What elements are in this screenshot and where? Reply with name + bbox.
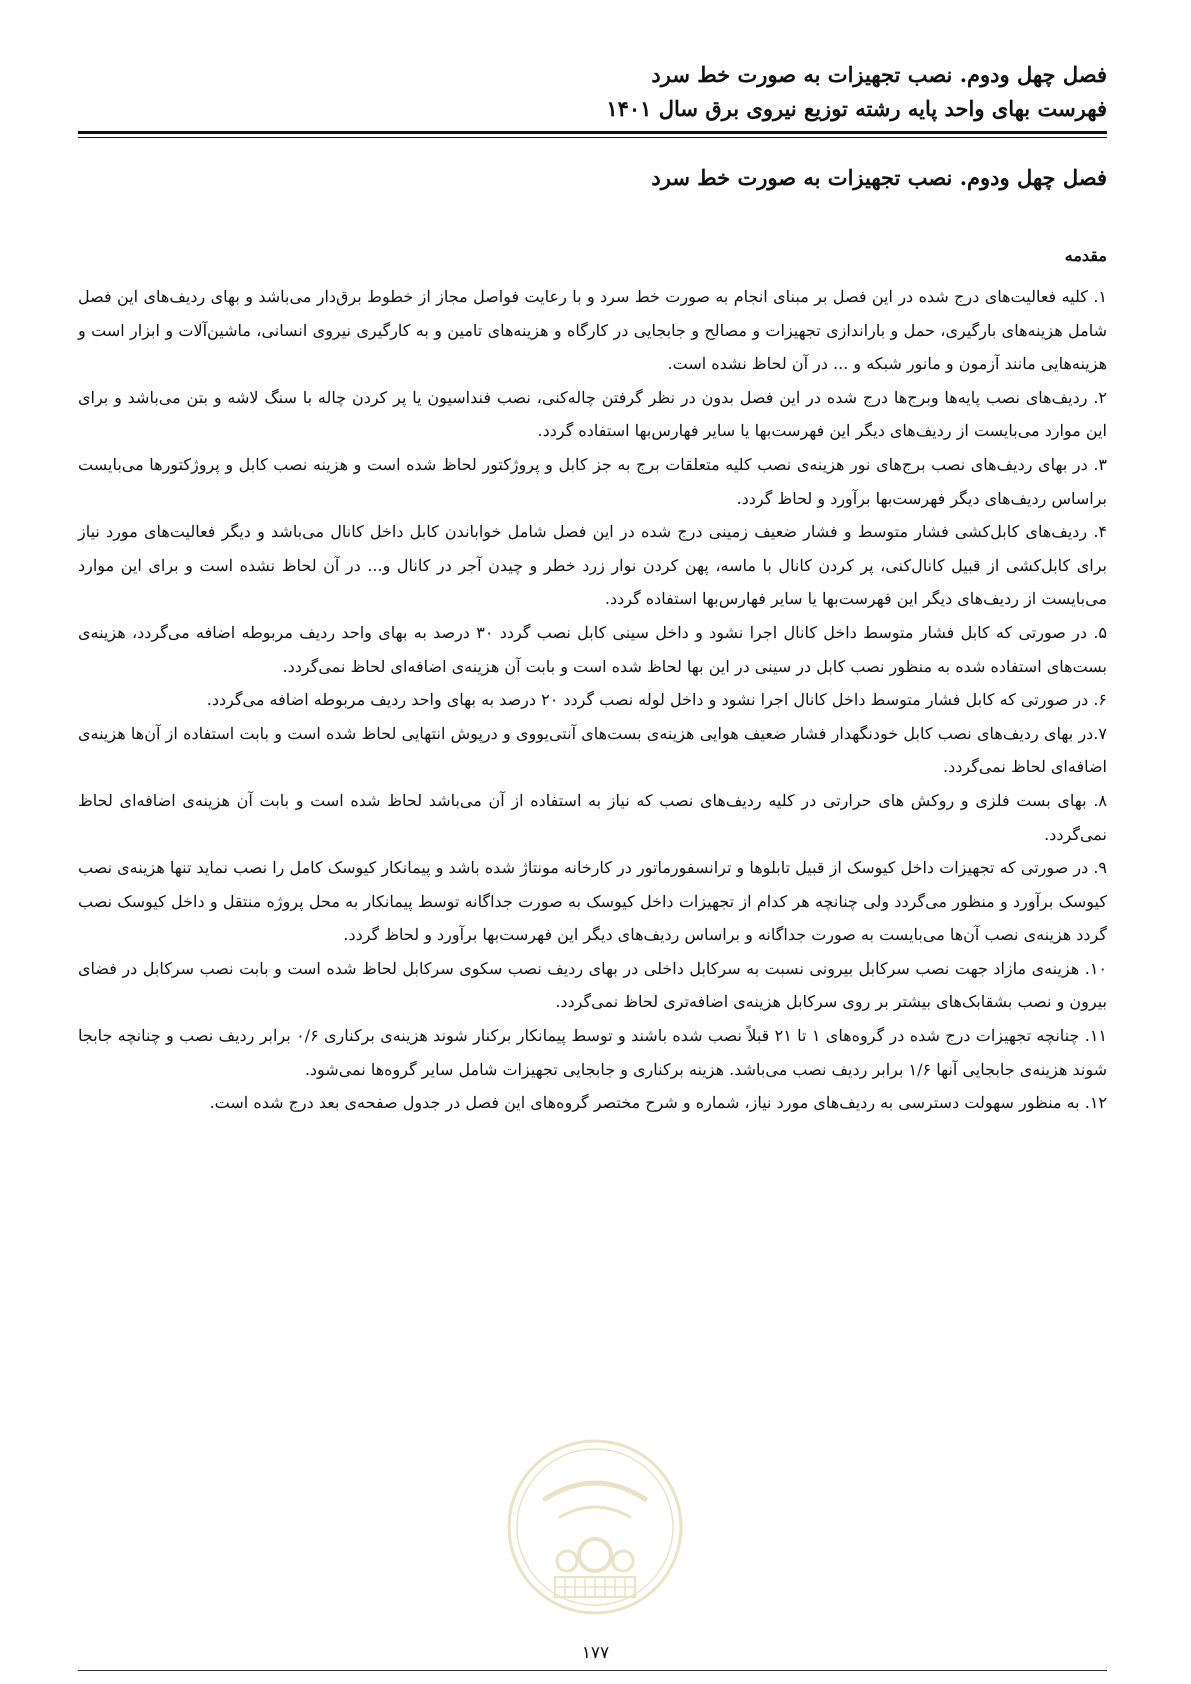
paragraph-item-3: ۳. در بهای ردیف‌های نصب برج‌های نور هزینه‌ی نصب کلیه متعلقات برج به جز کابل و پروژکتور لحاظ شده است و هزینه نصب کابل و پروژکتورها می‌بایست براساس ردیف‌های دیگر فهرست‌بها برآورد و لحاظ گردد.: [78, 454, 1107, 508]
paragraph-item-11: ۱۱. چنانچه تجهیزات درج شده در گروه‌های ۱ تا ۲۱ قبلاً نصب شده باشند و توسط پیمانکار برکنار شوند هزینه‌ی برکناری ۰/۶ برابر ردیف نصب و چنانچه جابجا شوند هزینه‌ی جابجایی آنها ۱/۶ برابر ردیف نصب می‌باشد. هزینه برکناری و جابجایی تجهیزات شامل سایر گروه‌ها نمی‌شود.: [78, 1026, 1108, 1079]
intro-heading: مقدمه: [1064, 246, 1107, 265]
running-header: [78, 58, 1107, 126]
paragraph-item-8: ۸. بهای بست فلزی و روکش های حرارتی در کلیه ردیف‌های نصب که نیاز به استفاده از آن می‌باشد لحاظ شده است و بابت آن هزینه‌ی اضافه‌ای لحاظ نمی‌گردد.: [78, 790, 1107, 844]
header-rule-thin: [78, 137, 1107, 138]
page-number: ۱۷۷: [581, 1643, 610, 1663]
header-book-title: فهرست بهای واحد پایه رشته توزیع نیروی برق سال ۱۴۰۱: [606, 96, 1107, 121]
paragraph-item-4: ۴. ردیف‌های کابل‌کشی فشار متوسط و فشار ضعیف زمینی درج شده در این فصل شامل خواباندن کابل داخل کانال می‌باشد و دیگر فعالیت‌های مورد نیاز برای کابل‌کشی از قبیل کانال‌کنی، پر کردن کانال با ماسه، پهن کردن نوار زرد خطر و چیدن آجر در کانال و... در آن لحاظ نشده است و برای این موارد می‌بایست از ردیف‌های دیگر این فهرست‌بها یا سایر فهارس‌بها استفاده گردد.: [78, 522, 1108, 609]
footer-rule: [78, 1670, 1107, 1671]
seal-logo-icon: [505, 1437, 685, 1617]
paragraph-item-12: ۱۲. به منظور سهولت دسترسی به ردیف‌های مورد نیاز، شماره و شرح مختصر گروه‌های این فصل در جدول صفحه‌ی بعد درج شده است.: [209, 1093, 1107, 1113]
paragraph-item-7: ۷.در بهای ردیف‌های نصب کابل خودنگهدار فشار ضعیف هوایی هزینه‌ی بست‌های آنتی‌یووی و درپوش انتهایی لحاظ شده است و بابت استفاده از آن‌ها هزینه‌ی اضافه‌ای لحاظ نمی‌گردد.: [78, 723, 1107, 777]
section-title: فصل چهل ودوم. نصب تجهیزات به صورت خط سرد: [651, 165, 1107, 190]
header-rule-thick: [78, 131, 1107, 134]
paragraph-item-6: ۶. در صورتی که کابل فشار متوسط داخل کانال اجرا نشود و داخل لوله نصب گردد ۲۰ درصد به بهای واحد ردیف مربوطه اضافه می‌گردد.: [206, 690, 1107, 710]
paragraph-item-10: ۱۰. هزینه‌ی مازاد جهت نصب سرکابل بیرونی نسبت به سرکابل داخلی در بهای ردیف نصب سکوی سرکابل لحاظ شده است و بابت نصب سرکابل در فضای بیرون و نصب بشقابک‌های بیشتر بر روی سرکابل هزینه‌ی اضافه‌تری لحاظ نمی‌گردد.: [78, 958, 1107, 1012]
paragraph-item-1: ۱. کلیه فعالیت‌های درج شده در این فصل بر مبنای انجام به صورت خط سرد و با رعایت فواصل مجاز از خطوط برق‌دار می‌باشد و بهای ردیف‌های این فصل شامل هزینه‌های بارگیری، حمل و باراندازی تجهیزات و مصالح و جابجایی در کارگاه و هزینه‌های تامین و به کارگیری نیروی انسانی، ماشین‌آلات و ابزار است و هزینه‌هایی مانند آزمون و مانور شبکه و ... در آن لحاظ نشده است.: [78, 287, 1107, 374]
paragraph-item-2: ۲. ردیف‌های نصب پایه‌ها وبرج‌ها درج شده در این فصل بدون در نظر گرفتن چاله‌کنی، نصب فنداسیون یا پر کردن چاله با سنگ لاشه و بتن می‌باشد و برای این موارد می‌بایست از ردیف‌های دیگر این فهرست‌بها یا سایر فهارس‌بها استفاده گردد.: [78, 387, 1107, 441]
paragraph-item-9: ۹. در صورتی که تجهیزات داخل کیوسک از قبیل تابلوها و ترانسفورماتور در کارخانه مونتاژ شده باشد و پیمانکار کیوسک کامل را نصب نماید تنها هزینه‌ی نصب کیوسک برآورد و منظور می‌گردد ولی چنانچه هر کدام از تجهیزات داخل کیوسک به صورت جداگانه توسط پیمانکار به محل پروژه منتقل و داخل کیوسک نصب گردد هزینه‌ی نصب آن‌ها می‌بایست به صورت جداگانه و براساس ردیف‌های دیگر این فهرست‌بها برآورد و لحاظ گردد.: [78, 858, 1107, 945]
intro-paragraphs: [78, 280, 1107, 1120]
header-chapter-title: فصل چهل ودوم. نصب تجهیزات به صورت خط سرد: [651, 62, 1107, 87]
paragraph-item-5: ۵. در صورتی که کابل فشار متوسط داخل کانال اجرا نشود و داخل سینی کابل نصب گردد ۳۰ درصد به بهای واحد ردیف مربوطه اضافه می‌گردد، هزینه‌ی بست‌های استفاده شده به منظور نصب کابل در سینی در این بها لحاظ شده است و بابت آن هزینه‌ی اضافه‌ای لحاظ نمی‌گردد.: [78, 622, 1107, 676]
